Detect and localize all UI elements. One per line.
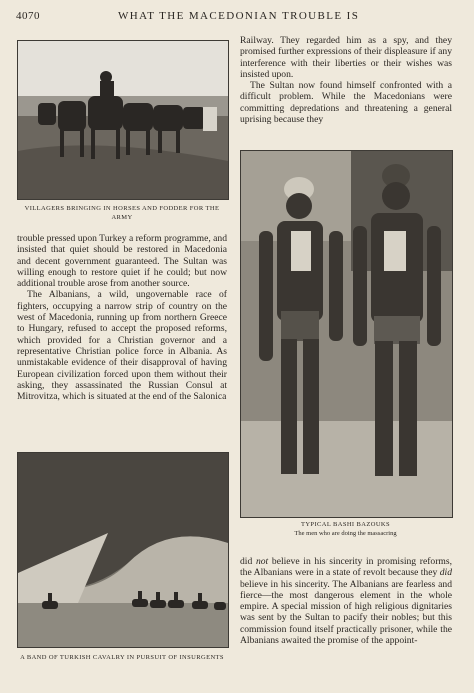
cavalry-caption bbox=[17, 653, 227, 662]
paragraph: Railway. They regarded him as a spy, and they promised further expressions of their displeasure if any interference with their liberties or their wishes was insisted upon. bbox=[240, 35, 452, 80]
bashi-bazouks-caption bbox=[240, 520, 451, 538]
villagers-caption-text: VILLAGERS BRINGING IN HORSES AND FODDER FOR THE ARMY bbox=[24, 205, 220, 221]
villagers-caption bbox=[17, 204, 227, 222]
paragraph: trouble pressed upon Turkey a reform programme, and insisted that quiet should be restored in Macedonia and decent government guaranteed. The Sultan was willing enough to restore quiet if he could; but now additional trouble arose from another source. bbox=[17, 233, 227, 290]
left-column-text bbox=[17, 233, 227, 402]
bashi-bazouks-caption-subtitle: The men who are doing the massacring bbox=[294, 530, 397, 537]
paragraph bbox=[240, 556, 452, 646]
paragraph: The Sultan now found himself confronted with a difficult problem. While the Macedonians were committing depredations and threatening a general uprising because they bbox=[240, 80, 452, 126]
right-column-bottom-text bbox=[240, 556, 452, 646]
bashi-bazouks-caption-title: TYPICAL BASHI BAZOUKS bbox=[300, 521, 391, 528]
text-run: believe in his sincerity in promising reforms, the Albanians were in a state of revolt because they bbox=[240, 556, 452, 579]
running-title: WHAT THE MACEDONIAN TROUBLE IS bbox=[118, 10, 360, 22]
cavalry-photo bbox=[17, 452, 229, 648]
bashi-bazouks-photo bbox=[240, 150, 453, 518]
page-number: 4070 bbox=[16, 10, 40, 22]
villagers-photo bbox=[17, 40, 229, 200]
page-header bbox=[16, 8, 458, 28]
right-column-top-text bbox=[240, 35, 452, 125]
paragraph: The Albanians, a wild, ungovernable race of fighters, occupying a narrow strip of country on the west of Macedonia, running up from northern Greece to Hungary, refused to accept the proposed reforms, which provided for a Christian governor and a representative Christian police force in Albania. As unmistakable evidence of their disapproval of having European civilization forced upon them without their asking, they assassinated the Russian Consul at Mitrovitza, which is situated at the end of the Salonica bbox=[17, 289, 227, 403]
cavalry-caption-text: A BAND OF TURKISH CAVALRY IN PURSUIT OF INSURGENTS bbox=[20, 654, 224, 661]
text-run: did bbox=[240, 556, 256, 567]
emphasis-not: not bbox=[255, 556, 269, 567]
text-run: believe in his sincerity. The Albanians are fearless and fierce—the most dangerous element in the whole empire. A special mission of high religious dignitaries was sent by the Sultan to pacify their nobles; but this commission found itself practically prisoner, while the Albanians awaited the promise of the appoint- bbox=[240, 578, 452, 647]
emphasis-did: did bbox=[439, 567, 452, 579]
